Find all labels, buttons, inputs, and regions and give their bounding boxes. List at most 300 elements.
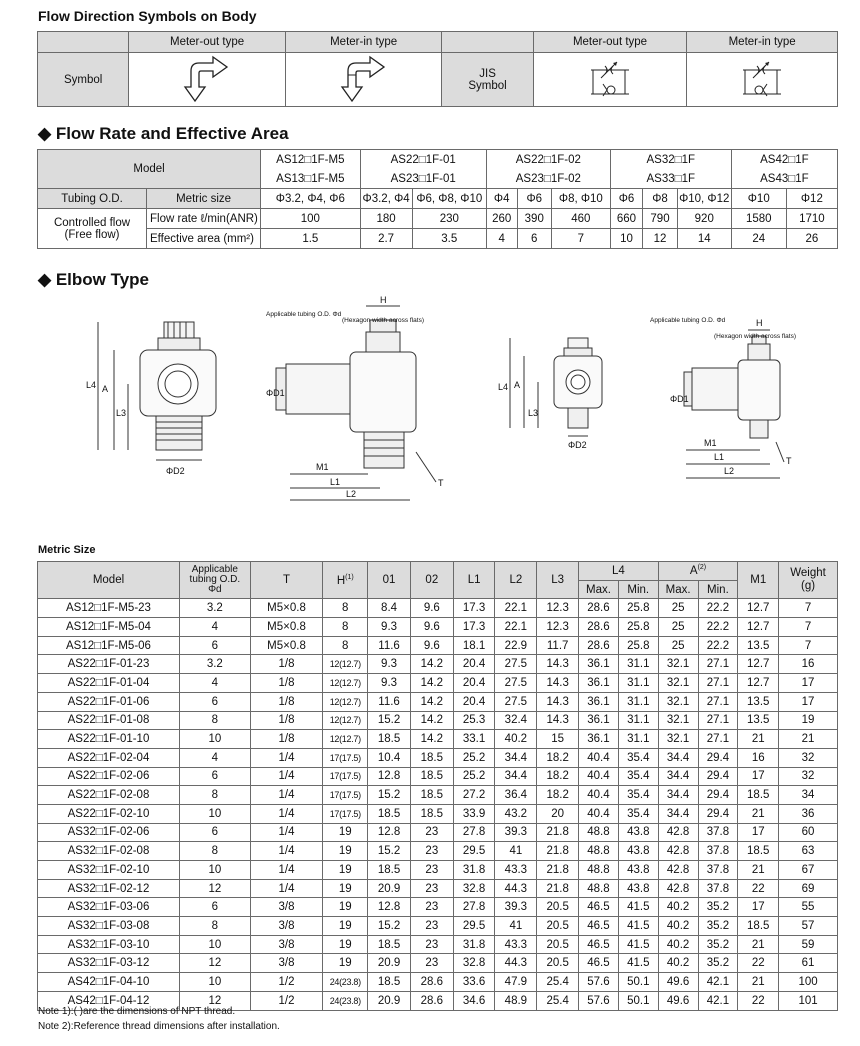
table-cell: 48.8	[579, 879, 619, 898]
table-cell: 21.8	[537, 879, 579, 898]
flow-rate-heading: ◆ Flow Rate and Effective Area	[38, 124, 289, 143]
table-cell: 4	[179, 618, 250, 637]
table-cell: 49.6	[658, 991, 698, 1010]
table-cell: 19	[323, 898, 368, 917]
table-cell: 8	[179, 786, 250, 805]
model-cell: AS22□1F-01-23	[38, 655, 180, 674]
table-cell: 9.3	[368, 618, 411, 637]
table-cell: 40.4	[579, 767, 619, 786]
table-cell: 8	[323, 618, 368, 637]
table-cell: 19	[323, 842, 368, 861]
side-view-large	[276, 306, 436, 500]
model-cell: AS12□1F-M5-23	[38, 599, 180, 618]
model-cell: AS12□1F-M5-06	[38, 636, 180, 655]
table-cell: 15.2	[368, 842, 411, 861]
table-cell: 18.5	[368, 973, 411, 992]
table-cell: 6	[179, 767, 250, 786]
table-cell: 31.1	[618, 674, 658, 693]
table-cell: 3.2	[179, 599, 250, 618]
symbol-label: Symbol	[38, 53, 129, 107]
table-cell: 40.4	[579, 786, 619, 805]
table-cell: 9.6	[410, 636, 453, 655]
meter-in-symbol	[285, 53, 442, 107]
table-cell: 18.5	[738, 786, 779, 805]
jis-symbol-label: JIS Symbol	[442, 53, 533, 107]
table-cell: 12(12.7)	[323, 711, 368, 730]
table-cell: 41	[495, 842, 537, 861]
table-cell: 43.8	[618, 861, 658, 880]
label-T-small: T	[786, 456, 792, 466]
table-cell: 35.4	[618, 804, 658, 823]
model-cell: AS42□1F-04-10	[38, 973, 180, 992]
side-view-small	[684, 330, 784, 478]
note-1: Note 1):( )are the dimensions of NPT thread.	[38, 1006, 236, 1017]
table-row	[38, 879, 838, 898]
table-cell: 34.4	[658, 748, 698, 767]
table-cell: 8	[179, 711, 250, 730]
table-cell: 1/8	[250, 711, 323, 730]
table-cell: 33.1	[453, 730, 495, 749]
table-cell: 46.5	[579, 917, 619, 936]
table-cell: 12.7	[738, 655, 779, 674]
table-cell: 21	[738, 861, 779, 880]
label-M1-small: M1	[704, 438, 717, 448]
table-cell: 31.8	[453, 861, 495, 880]
table-cell: 10	[179, 861, 250, 880]
table-cell: 29.4	[698, 748, 738, 767]
table-cell: 25.8	[618, 618, 658, 637]
label-L1: L1	[330, 477, 341, 487]
metric-size-title: Metric Size	[38, 544, 96, 556]
table-row	[38, 898, 838, 917]
jis-meter-in-header: Meter-in type	[687, 32, 838, 53]
table-cell: 22	[738, 991, 779, 1010]
table-cell: 43.8	[618, 879, 658, 898]
table-cell: 14.2	[410, 692, 453, 711]
table-cell: 20.4	[453, 692, 495, 711]
label-L1-small: L1	[714, 452, 725, 462]
model-cell: AS22□1F-02-08	[38, 786, 180, 805]
table-cell: 46.5	[579, 898, 619, 917]
table-cell: 42.8	[658, 823, 698, 842]
table-cell: 20.9	[368, 879, 411, 898]
elbow-type-heading: ◆ Elbow Type	[38, 270, 150, 289]
table-cell: 20.4	[453, 655, 495, 674]
table-cell: 23	[410, 917, 453, 936]
meter-in-header: Meter-in type	[285, 32, 442, 53]
table-cell: 6	[179, 636, 250, 655]
table-cell: 12(12.7)	[323, 655, 368, 674]
table-cell: 18.1	[453, 636, 495, 655]
label-D2: ΦD2	[166, 466, 185, 476]
table-cell: 23	[410, 842, 453, 861]
table-cell: 3/8	[250, 917, 323, 936]
table-cell: 25.8	[618, 636, 658, 655]
table-cell: 32.1	[658, 655, 698, 674]
table-cell: 12.7	[738, 618, 779, 637]
table-cell: 33.9	[453, 804, 495, 823]
table-cell: 3.2	[179, 655, 250, 674]
table-row	[38, 973, 838, 992]
table-cell: 1/2	[250, 991, 323, 1010]
table-cell: 36.1	[579, 730, 619, 749]
table-cell: 17.3	[453, 599, 495, 618]
table-row	[38, 767, 838, 786]
table-cell: 43.2	[495, 804, 537, 823]
table-cell: 29.4	[698, 804, 738, 823]
table-cell: 17	[779, 674, 838, 693]
label-hexagon: (Hexagon width across flats)	[342, 317, 425, 324]
table-cell: M5×0.8	[250, 599, 323, 618]
table-cell: 28.6	[579, 599, 619, 618]
table-cell: 12.8	[368, 898, 411, 917]
table-row	[38, 692, 838, 711]
table-cell: 36.1	[579, 655, 619, 674]
table-cell: 12	[179, 879, 250, 898]
table-cell: 3/8	[250, 954, 323, 973]
table-cell: 22.2	[698, 599, 738, 618]
flow-rate-label: Flow rate ℓ/min(ANR)	[147, 209, 261, 229]
table-cell: 12.7	[738, 599, 779, 618]
table-cell: 10	[179, 804, 250, 823]
table-cell: 15.2	[368, 711, 411, 730]
table-cell: 29.5	[453, 917, 495, 936]
table-row	[38, 599, 838, 618]
table-cell: 3/8	[250, 898, 323, 917]
table-cell: 1/4	[250, 804, 323, 823]
table-cell: 41.5	[618, 898, 658, 917]
table-cell: 1/8	[250, 730, 323, 749]
model-cell: AS22□1F-02-06	[38, 767, 180, 786]
table-cell: 17(17.5)	[323, 786, 368, 805]
table-cell: 34.6	[453, 991, 495, 1010]
table-cell: 25.2	[453, 767, 495, 786]
table-cell: 57	[779, 917, 838, 936]
table-cell: 57.6	[579, 991, 619, 1010]
col-L2: L2	[495, 562, 537, 599]
model-cell: AS42□1F-04-12	[38, 991, 180, 1010]
table-cell: 23	[410, 898, 453, 917]
table-cell: 27.1	[698, 655, 738, 674]
label-H-small: H	[756, 318, 763, 328]
jis-meter-out-symbol	[533, 53, 687, 107]
table-cell: 20.5	[537, 954, 579, 973]
flow-symbol-table	[37, 31, 838, 107]
col-model: Model	[38, 562, 180, 599]
table-cell: 31.8	[453, 935, 495, 954]
model-cell: AS32□1F-03-12	[38, 954, 180, 973]
table-cell: 20.5	[537, 917, 579, 936]
metric-table-body	[38, 599, 838, 1010]
table-cell: 27.1	[698, 730, 738, 749]
table-cell: 34.4	[658, 804, 698, 823]
table-cell: 32.8	[453, 879, 495, 898]
table-cell: 43.8	[618, 823, 658, 842]
model-label: Model	[38, 150, 261, 189]
table-cell: 7	[779, 636, 838, 655]
table-cell: 37.8	[698, 879, 738, 898]
table-cell: 35.2	[698, 954, 738, 973]
table-cell: 46.5	[579, 954, 619, 973]
table-cell: 16	[738, 748, 779, 767]
table-cell: 42.8	[658, 842, 698, 861]
table-cell: 17.3	[453, 618, 495, 637]
table-cell: 40.2	[658, 935, 698, 954]
table-cell: 35.2	[698, 917, 738, 936]
label-M1: M1	[316, 462, 329, 472]
table-cell: 41.5	[618, 954, 658, 973]
table-cell: 14.3	[537, 711, 579, 730]
table-cell: 48.8	[579, 842, 619, 861]
table-cell: 25.3	[453, 711, 495, 730]
table-cell: 29.4	[698, 786, 738, 805]
model-cell: AS22□1F-02-10	[38, 804, 180, 823]
table-cell: 42.8	[658, 861, 698, 880]
model-cell: AS32□1F-03-10	[38, 935, 180, 954]
table-cell: 21	[738, 804, 779, 823]
table-cell: 8.4	[368, 599, 411, 618]
table-cell: 27.5	[495, 674, 537, 693]
table-cell: 19	[779, 711, 838, 730]
table-cell: 27.5	[495, 655, 537, 674]
table-cell: 23	[410, 879, 453, 898]
table-cell: 28.6	[579, 618, 619, 637]
table-cell: 14.2	[410, 711, 453, 730]
label-L3-small: L3	[528, 408, 539, 418]
table-cell: 27.8	[453, 898, 495, 917]
table-cell: 37.8	[698, 842, 738, 861]
table-cell: 63	[779, 842, 838, 861]
table-cell: 23	[410, 935, 453, 954]
table-cell: 36	[779, 804, 838, 823]
table-cell: 1/8	[250, 674, 323, 693]
table-cell: 27.8	[453, 823, 495, 842]
label-L4: L4	[86, 380, 97, 390]
table-cell: 27.1	[698, 711, 738, 730]
table-row	[38, 842, 838, 861]
diamond-bullet-icon: ◆	[38, 270, 52, 289]
table-cell: 1/4	[250, 767, 323, 786]
table-cell: 18.2	[537, 767, 579, 786]
table-row	[38, 636, 838, 655]
table-cell: 4	[179, 748, 250, 767]
table-cell: 39.3	[495, 823, 537, 842]
table-cell: 25.4	[537, 991, 579, 1010]
table-cell: 36.4	[495, 786, 537, 805]
table-cell: 40.2	[658, 954, 698, 973]
table-cell: 36.1	[579, 674, 619, 693]
table-cell: 67	[779, 861, 838, 880]
table-cell: 1/4	[250, 842, 323, 861]
diamond-bullet-icon: ◆	[38, 124, 52, 143]
table-cell: 100	[779, 973, 838, 992]
table-cell: 22.2	[698, 618, 738, 637]
model-cell: AS32□1F-03-08	[38, 917, 180, 936]
table-cell: 18.5	[368, 861, 411, 880]
table-cell: 22.9	[495, 636, 537, 655]
table-cell: 3/8	[250, 935, 323, 954]
table-cell: 50.1	[618, 973, 658, 992]
table-cell: 12.8	[368, 767, 411, 786]
model-cell: AS32□1F-02-06	[38, 823, 180, 842]
table-row	[38, 786, 838, 805]
table-cell: 50.1	[618, 991, 658, 1010]
metric-size-label: Metric size	[147, 189, 261, 209]
model-cell: AS22□1F-01-06	[38, 692, 180, 711]
table-cell: 41	[495, 917, 537, 936]
table-cell: 25	[658, 599, 698, 618]
jis-meter-out-valve-icon	[585, 54, 635, 102]
elbow-type-drawings	[80, 292, 800, 512]
table-cell: 19	[323, 861, 368, 880]
table-cell: 21	[738, 935, 779, 954]
table-cell: 35.4	[618, 748, 658, 767]
table-row	[38, 711, 838, 730]
table-cell: 25.2	[453, 748, 495, 767]
table-cell: 61	[779, 954, 838, 973]
table-cell: 18.2	[537, 786, 579, 805]
table-cell: 27.1	[698, 692, 738, 711]
table-cell: 27.2	[453, 786, 495, 805]
table-cell: 1/4	[250, 879, 323, 898]
model-cell: AS32□1F-03-06	[38, 898, 180, 917]
table-cell: 18.2	[537, 748, 579, 767]
label-L2: L2	[346, 489, 357, 499]
label-hexagon-small: (Hexagon width across flats)	[714, 333, 797, 340]
metric-size-table: Model Applicable tubing O.D. Φd T $H^{(1)}$ 01 02 L1 L2 L3 L4 $A^{(2)}$ M1 Weight (g) Max. Min. Max. Min. AS12□1F-M5-23 3.2 M5×0.8 8 8.4 9.6 17.3 22.1 12.3 28.6 25.8 25 22.2 12.7 7 AS12□1F-M5-04 4 M5×0.8 8 9.3 9.6 17.3 22.1 12.3 28.6 25.8 25 22.2 12.7 7 AS12□1F-M5-06 6 M5×0.8 8 11.6 9.6 18.1 22.9 11.7 28.6 25.8 25 22.2 13.5 7 AS22□1F-01-23 3.2 1/8 12(12.7) 9.3 14.2 20.4 27.5 14.3 36.1 31.1 32.1 27.1 12.7 16 AS22□1F-01-04 4 1/8 12(12.7) 9.3 14.2 20.4 27.5 14.3 36.1 31.1 32.1 27.1 12.7 17 AS22□1F-01-06 6 1/8 12(12.7) 11.6 14.2 20.4 27.5 14.3 36.1 31.1 32.1 27.1 13.5 17 AS22□1F-01-08 8 1/8 12(12.7) 15.2 14.2 25.3 32.4 14.3 36.1 31.1 32.1 27.1 13.5 19 AS22□1F-01-10 10 1/8 12(12.7) 18.5 14.2 33.1 40.2 15 36.1 31.1 32.1 27.1 21 21 AS22□1F-02-04 4 1/4 17(17.5) 10.4 18.5 25.2 34.4 18.2 40.4 35.4 34.4 29.4 16 32 AS22□1F-02-06 6 1/4 17(17.5) 12.8 18.5 25.2 34.4 18.2 40.4 35.4 34.4 29.4 17 32 AS22□1F-02-08 8 1/4 17(17.5) 15.2 18.5 27.2 36.4 18.2 40.4 35.4 34.4 29.4 18.5 34 AS22□1F-02-10 10 1/4 17(17.5) 18.5 18.5 33.9 43.2 20 40.4 35.4 34.4 29.4 21 36 AS32□1F-02-06 6 1/4 19 12.8 23 27.8 39.3 21.8 48.8 43.8 42.8 37.8 17 60 AS32□1F-02-08 8 1/4 19 15.2 23 29.5 41 21.8 48.8 43.8 42.8 37.8 18.5 63 AS32□1F-02-10 10 1/4 19 18.5 23 31.8 43.3 21.8 48.8 43.8 42.8 37.8 21 67 AS32□1F-02-12 12 1/4 19 20.9 23 32.8 44.3 21.8 48.8 43.8 42.8 37.8 22 69 AS32□1F-03-06 6 3/8 19 12.8 23 27.8 39.3 20.5 46.5 41.5 40.2 35.2 17 55 AS32□1F-03-08 8 3/8 19 15.2 23 29.5 41 20.5 46.5 41.5 40.2 35.2 18.5 57 AS32□1F-03-10 10 3/8 19 18.5 23 31.8 43.3 20.5 46.5 41.5 40.2 35.2 21 59 AS32□1F-03-12 12 3/8 19 20.9 23 32.8 44.3 20.5 46.5 41.5 40.2 35.2 22 61 AS42□1F-04-10 10 1/2 24(23.8) 18.5 28.6 33.6 47.9 25.4 57.6 50.1 49.6 42.1 21 100 AS42□1F-04-12 12 1/2 24(23.8) 20.9 28.6 34.6 48.9 25.4 57.6 50.1 49.6 42.1 22 101	[37, 561, 838, 1011]
table-cell: 10	[179, 935, 250, 954]
label-A-small: A	[514, 380, 521, 390]
table-cell: 32	[779, 748, 838, 767]
jis-meter-out-header: Meter-out type	[533, 32, 687, 53]
table-cell: 11.6	[368, 636, 411, 655]
table-cell: 1/8	[250, 692, 323, 711]
table-cell: 60	[779, 823, 838, 842]
table-cell: 15.2	[368, 786, 411, 805]
table-cell: 25	[658, 636, 698, 655]
table-cell: 19	[323, 954, 368, 973]
table-cell: 15	[537, 730, 579, 749]
table-cell: 6	[179, 692, 250, 711]
table-cell: 34.4	[658, 786, 698, 805]
table-cell: 32.1	[658, 730, 698, 749]
table-cell: 35.2	[698, 898, 738, 917]
table-cell: 22.2	[698, 636, 738, 655]
table-cell: 7	[779, 618, 838, 637]
col-tubing: Applicable tubing O.D. Φd	[179, 562, 250, 599]
table-cell: 9.6	[410, 618, 453, 637]
table-cell: 6	[179, 823, 250, 842]
table-cell: 22	[738, 954, 779, 973]
label-H: H	[380, 295, 387, 305]
table-cell: 43.8	[618, 842, 658, 861]
jis-meter-in-symbol	[687, 53, 838, 107]
label-D1-small: ΦD1	[670, 394, 689, 404]
col-T: T	[250, 562, 323, 599]
label-D1: ΦD1	[266, 388, 285, 398]
table-cell: 48.9	[495, 991, 537, 1010]
col-M1: M1	[738, 562, 779, 599]
model-cell: AS32□1F-02-10	[38, 861, 180, 880]
table-cell: 18.5	[410, 767, 453, 786]
table-cell: 1/4	[250, 786, 323, 805]
table-cell: 40.2	[495, 730, 537, 749]
col-weight: Weight (g)	[779, 562, 838, 599]
label-A: A	[102, 384, 109, 394]
table-cell: 44.3	[495, 954, 537, 973]
table-cell: 19	[323, 823, 368, 842]
table-cell: 13.5	[738, 692, 779, 711]
table-cell: 1/4	[250, 823, 323, 842]
table-cell: 32.4	[495, 711, 537, 730]
table-cell: 17	[779, 692, 838, 711]
table-cell: 6	[179, 898, 250, 917]
table-cell: 17(17.5)	[323, 748, 368, 767]
table-cell: 25	[658, 618, 698, 637]
table-cell: 22.1	[495, 618, 537, 637]
table-cell: 31.1	[618, 655, 658, 674]
table-cell: 47.9	[495, 973, 537, 992]
table-cell: 40.2	[658, 917, 698, 936]
table-cell: 21.8	[537, 823, 579, 842]
table-cell: 1/2	[250, 973, 323, 992]
table-cell: 12.3	[537, 599, 579, 618]
table-cell: 69	[779, 879, 838, 898]
table-cell: 10	[179, 730, 250, 749]
effective-area-label: Effective area (mm²)	[147, 229, 261, 249]
table-cell: 18.5	[368, 730, 411, 749]
table-cell: 39.3	[495, 898, 537, 917]
table-cell: 31.1	[618, 711, 658, 730]
table-cell: 1/4	[250, 748, 323, 767]
table-cell: 14.2	[410, 655, 453, 674]
table-cell: M5×0.8	[250, 618, 323, 637]
table-cell: 42.8	[658, 879, 698, 898]
table-cell: 11.6	[368, 692, 411, 711]
table-cell: 12(12.7)	[323, 730, 368, 749]
table-cell: 17	[738, 898, 779, 917]
col-A: $A^{(2)}$	[658, 562, 738, 581]
table-cell: 34.4	[658, 767, 698, 786]
col-L3: L3	[537, 562, 579, 599]
table-cell: 42.1	[698, 991, 738, 1010]
table-cell: 28.6	[410, 973, 453, 992]
table-cell: 12.7	[738, 674, 779, 693]
table-cell: 27.5	[495, 692, 537, 711]
table-cell: 28.6	[579, 636, 619, 655]
col-01: 01	[368, 562, 411, 599]
table-cell: 46.5	[579, 935, 619, 954]
model-cell: AS12□1F-M5-04	[38, 618, 180, 637]
table-cell: 22.1	[495, 599, 537, 618]
table-cell: 36.1	[579, 692, 619, 711]
meter-out-arrow-icon	[181, 53, 233, 103]
table-cell: 57.6	[579, 973, 619, 992]
table-row	[38, 730, 838, 749]
table-cell: 16	[779, 655, 838, 674]
table-cell: 12.3	[537, 618, 579, 637]
table-cell: 12(12.7)	[323, 692, 368, 711]
model-cell: AS22□1F-01-08	[38, 711, 180, 730]
table-cell: 43.3	[495, 861, 537, 880]
table-cell: 18.5	[738, 842, 779, 861]
table-cell: 25.4	[537, 973, 579, 992]
table-row	[38, 823, 838, 842]
table-cell: 4	[179, 674, 250, 693]
table-cell: 32.1	[658, 711, 698, 730]
table-cell: 18.5	[738, 917, 779, 936]
table-cell: 15.2	[368, 917, 411, 936]
